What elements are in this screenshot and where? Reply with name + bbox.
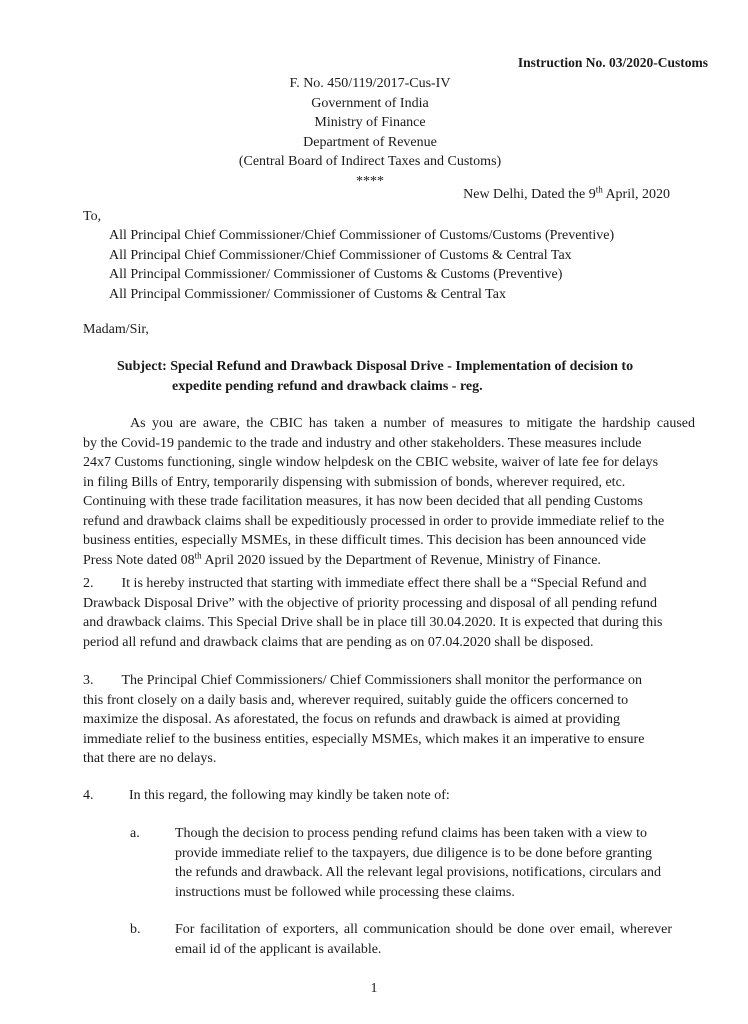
date-prefix: New Delhi, Dated the 9 — [463, 187, 596, 202]
letterhead — [200, 74, 540, 191]
paragraph-3 — [83, 671, 672, 769]
item-label: b. — [130, 922, 141, 937]
addressee: All Principal Commissioner/ Commissioner of Customs & Customs (Preventive) — [109, 267, 563, 282]
paragraph-line: period all refund and drawback claims that are pending as on 07.04.2020 shall be disposed. — [83, 634, 594, 650]
addressee-list — [109, 226, 614, 304]
paragraph-line: business entities, especially MSMEs, in these difficult times. This decision has been announced vide — [83, 533, 646, 548]
paragraph-line: and drawback claims. This Special Drive shall be in place till 30.04.2020. It is expected that during this — [83, 615, 663, 630]
paragraph-line: in filing Bills of Entry, temporarily dispensing with submission of bonds, wherever required, etc. — [83, 474, 626, 490]
file-number: F. No. 450/119/2017-Cus-IV — [289, 76, 451, 91]
letter-date — [463, 185, 670, 205]
salutation: Madam/Sir, — [83, 322, 149, 337]
item-line: the refunds and drawback. All the relevant legal provisions, notifications, circulars and — [175, 865, 661, 880]
stars-separator: **** — [356, 173, 384, 189]
date-suffix: April, 2020 — [602, 187, 670, 202]
paragraph-line: 2. It is hereby instructed that starting with immediate effect there shall be a “Special Refund and — [83, 576, 647, 591]
date-superscript: th — [595, 184, 603, 195]
paragraph-line: maximize the disposal. As aforestated, the focus on refunds and drawback is aimed at providing — [83, 712, 620, 727]
paragraph-2 — [83, 574, 672, 652]
press-note-superscript: th — [194, 549, 202, 560]
item-text — [175, 920, 672, 959]
addressee: All Principal Commissioner/ Commissioner of Customs & Central Tax — [109, 286, 506, 302]
government-line: Government of India — [311, 95, 429, 111]
paragraph-4 — [83, 786, 450, 806]
item-line: Though the decision to process pending refund claims has been taken with a view to — [175, 826, 647, 841]
paragraph-line: 3. The Principal Chief Commissioners/ Chief Commissioners shall monitor the performance on — [83, 673, 642, 688]
subject-block — [117, 357, 672, 396]
department-line: Department of Revenue — [303, 134, 437, 150]
paragraph-last-line — [83, 551, 672, 571]
paragraph-line: Drawback Disposal Drive” with the objective of priority processing and disposal of all pending refund — [83, 595, 657, 611]
item-label: a. — [130, 826, 140, 841]
item-line: email id of the applicant is available. — [175, 941, 382, 957]
item-line: instructions must be followed while processing these claims. — [175, 884, 515, 900]
board-line: (Central Board of Indirect Taxes and Customs) — [238, 154, 502, 169]
addressee: All Principal Chief Commissioner/Chief Commissioner of Customs/Customs (Preventive) — [109, 228, 615, 243]
paragraph-1 — [83, 414, 695, 570]
to-line: To, — [83, 209, 102, 224]
paragraph-number: 4. — [83, 788, 94, 803]
item-line: provide immediate relief to the taxpayers, due diligence is to be done before granting — [175, 845, 652, 861]
paragraph-text: In this regard, the following may kindly be taken note of: — [129, 788, 450, 803]
list-item-a — [130, 824, 672, 902]
paragraph-line: immediate relief to the business entities, especially MSMEs, which makes it an imperative to ensure — [83, 731, 645, 747]
paragraph-line: As you are aware, the CBIC has taken a number of measures to mitigate the hardship caused — [130, 416, 695, 431]
page-number: 1 — [370, 981, 378, 996]
instruction-number: Instruction No. 03/2020-Customs — [517, 55, 708, 70]
paragraph-line: this front closely on a daily basis and, wherever required, suitably guide the officers concerned to — [83, 692, 629, 708]
press-note-prefix: Press Note dated 08 — [83, 552, 195, 568]
list-item-b — [130, 920, 672, 959]
paragraph-line: 24x7 Customs functioning, single window helpdesk on the CBIC website, waiver of late fee for delays — [83, 455, 659, 470]
ministry-line: Ministry of Finance — [314, 115, 426, 130]
item-line: For facilitation of exporters, all communication should be done over email, wherever — [175, 922, 672, 937]
subject-line-2: expedite pending refund and drawback claims - reg. — [172, 378, 483, 394]
item-text — [175, 824, 672, 902]
paragraph-line: refund and drawback claims shall be expeditiously processed in order to provide immediate relief to the — [83, 513, 665, 529]
paragraph-line: Continuing with these trade facilitation measures, it has now been decided that all pending Customs — [83, 494, 643, 509]
paragraph-line: that there are no delays. — [83, 751, 217, 766]
subject-line-1: Subject: Special Refund and Drawback Disposal Drive - Implementation of decision to — [117, 359, 634, 374]
press-note-suffix: April 2020 issued by the Department of Revenue, Ministry of Finance. — [201, 552, 601, 568]
paragraph-line: by the Covid-19 pandemic to the trade and industry and other stakeholders. These measures include — [83, 435, 642, 451]
addressee: All Principal Chief Commissioner/Chief Commissioner of Customs & Central Tax — [109, 247, 572, 263]
